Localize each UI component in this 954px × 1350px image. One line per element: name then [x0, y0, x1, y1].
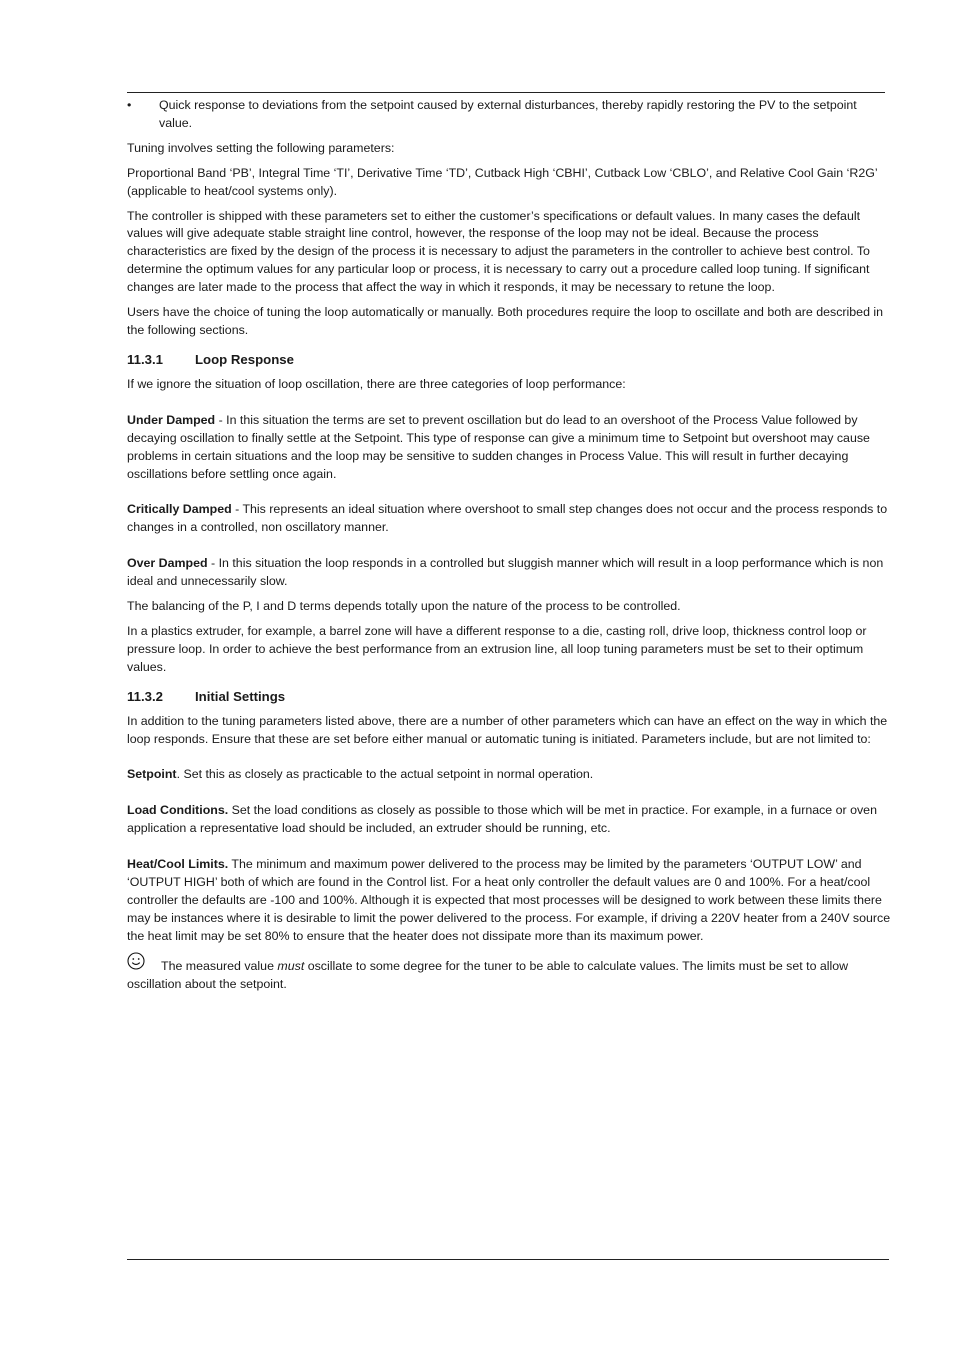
- section-heading-initial-settings: [127, 688, 891, 705]
- section-heading-loop-response: [127, 351, 891, 368]
- paragraph-tuning: Tuning involves setting the following parameters:: [127, 140, 395, 155]
- text-load-conditions: Set the load conditions as closely as possible to those which will be met in practice. For example, in a furnace or oven application a representative load should be included, an extruder should be running, etc.: [127, 803, 877, 836]
- bullet-icon: •: [127, 98, 132, 112]
- page-content: [127, 97, 891, 1001]
- tip-text-post: oscillate to some degree for the tuner to be able to calculate values. The limits must be set to allow oscillation about the setpoint.: [127, 958, 849, 991]
- paragraph-balance: The balancing of the P, I and D terms depends totally upon the nature of the process to be controlled.: [127, 599, 681, 614]
- text-heat-cool-limits: The minimum and maximum power delivered to the process may be limited by the parameters ‘OUTPUT LOW’ and ‘OUTPUT HIGH’ both of which are found in the Control list. For a heat only controller the default values are 0 and 100%. For a heat/cool controller the defaults are -100 and 100%. Although it is expected that most processes will be designed to work between these limits there may be instances where it is desirable to limit the power delivered to the process. For example, if driving a 220V heater from a 240V source the heat limit may be set 80% to ensure that the heater does not dissipate more than its maximum power.: [127, 857, 891, 943]
- paragraph-choice: Users have the choice of tuning the loop automatically or manually. Both procedures require the loop to oscillate and both are described in the following sections.: [127, 305, 884, 337]
- term-setpoint: Setpoint: [127, 767, 177, 782]
- term-under-damped: Under Damped: [127, 412, 216, 427]
- paragraph-under-damped: [127, 412, 891, 484]
- paragraph-over-damped: [127, 555, 891, 591]
- tip-emphasis: must: [277, 958, 305, 973]
- text-setpoint: . Set this as closely as practicable to the actual setpoint in normal operation.: [176, 767, 594, 782]
- section-number: 11.3.1: [127, 351, 163, 367]
- paragraph-loop-intro: If we ignore the situation of loop oscillation, there are three categories of loop performance:: [127, 376, 626, 391]
- term-heat-cool-limits: Heat/Cool Limits.: [127, 857, 229, 872]
- section-title: Loop Response: [195, 351, 294, 367]
- term-over-damped: Over Damped: [127, 556, 208, 571]
- tip-text-pre: The measured value: [161, 958, 278, 973]
- text-critically-damped: - This represents an ideal situation where overshoot to small step changes does not occur and the process responds to changes in a controlled, non oscillatory manner.: [127, 502, 888, 535]
- paragraph-shipped: The controller is shipped with these parameters set to either the customer’s specifications or default values. In many cases the default values will give adequate stable straight line control, however, the response of the loop may not be ideal. Because the process characteristics are fixed by the design of the process it is necessary to adjust the parameters in the controller to achieve best control. To determine the optimum values for any particular loop or process, it is necessary to carry out a procedure called loop tuning. If significant changes are later made to the process that affect the way in which it responds, it may be necessary to retune the loop.: [127, 208, 870, 295]
- term-critically-damped: Critically Damped: [127, 502, 232, 517]
- paragraph-load-conditions: [127, 802, 891, 838]
- text-under-damped: - In this situation the terms are set to prevent oscillation but do lead to an overshoot of the Process Value followed by decaying oscillation to finally settle at the Setpoint. This type of response can give a minimum time to Setpoint but overshoot may cause problems in certain situations and the loop may be sensitive to sudden changes in Process Value. This will result in further decaying oscillations before settling once again.: [127, 412, 870, 481]
- paragraph-heat-cool-limits: [127, 856, 891, 946]
- text-over-damped: - In this situation the loop responds in a controlled but sluggish manner which will result in a loop performance which is non ideal and unnecessarily slow.: [127, 556, 884, 589]
- paragraph-initial-intro: In addition to the tuning parameters listed above, there are a number of other parameters which can have an effect on the way in which the loop responds. Ensure that these are set before either manual or automatic tuning is initiated. Parameters include, but are not limited to:: [127, 713, 888, 746]
- section-title: Initial Settings: [195, 688, 286, 704]
- footer-rule: [127, 1259, 889, 1260]
- smiley-icon: [127, 952, 145, 970]
- bullet-text: Quick response to deviations from the setpoint caused by external disturbances, thereby rapidly restoring the PV to the setpoint value.: [159, 98, 857, 130]
- paragraph-critically-damped: [127, 501, 891, 537]
- paragraph-plastics: In a plastics extruder, for example, a barrel zone will have a different response to a die, casting roll, drive loop, thickness control loop or pressure loop. In order to achieve the best performance from an extrusion line, all loop tuning parameters must be set to their optimum values.: [127, 623, 867, 674]
- term-load-conditions: Load Conditions.: [127, 803, 229, 818]
- header-rule: [127, 92, 885, 93]
- section-number: 11.3.2: [127, 688, 163, 704]
- paragraph-parameters: Proportional Band ‘PB’, Integral Time ‘TI’, Derivative Time ‘TD’, Cutback High ‘CBHI’, Cutback Low ‘CBLO’, and Relative Cool Gain ‘R2G’ (applicable to heat/cool systems only).: [127, 165, 878, 198]
- tip-note: [127, 958, 891, 994]
- paragraph-setpoint: [127, 766, 891, 784]
- list-item: [127, 97, 891, 133]
